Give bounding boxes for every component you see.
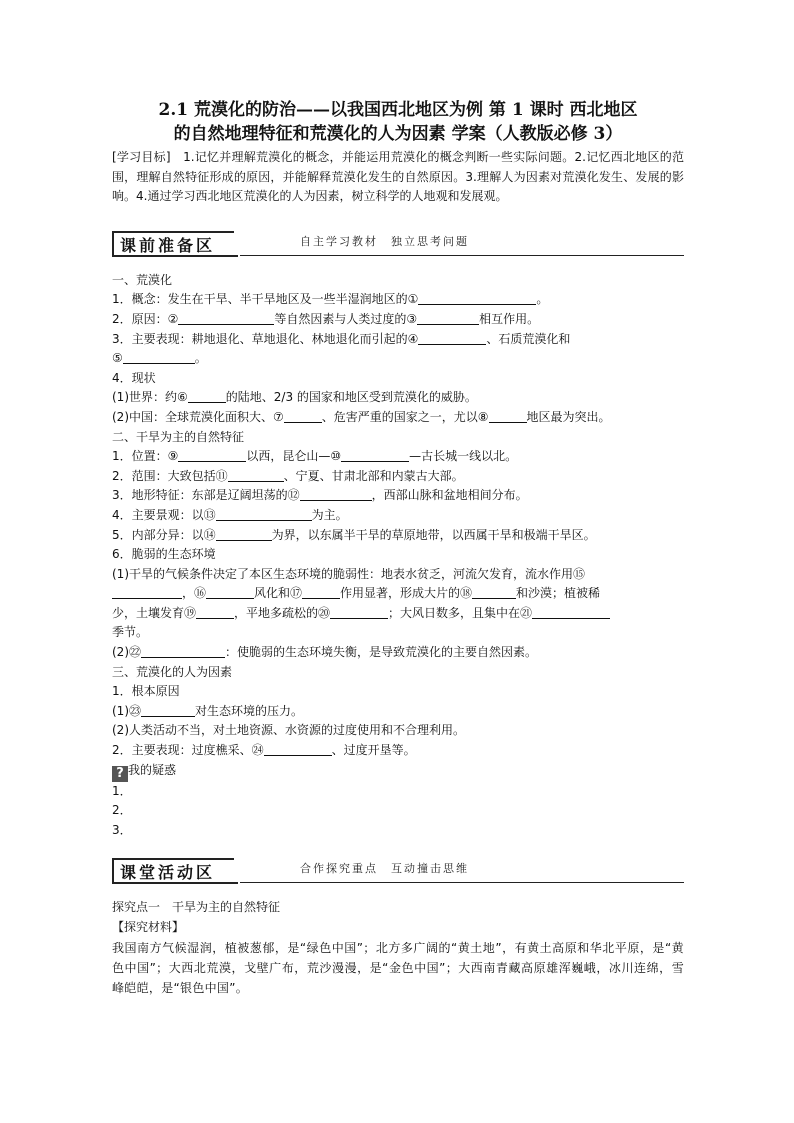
text: 2．主要表现：过度樵采、㉔ bbox=[112, 743, 264, 758]
text: 、石质荒漠化和 bbox=[486, 331, 571, 346]
banner-title: 课前准备区 bbox=[112, 231, 234, 256]
item-human-manifestation bbox=[112, 741, 684, 761]
doubts-heading bbox=[112, 761, 684, 782]
activity-content bbox=[112, 898, 684, 997]
prep-section-banner bbox=[112, 227, 684, 257]
fill-blank[interactable] bbox=[141, 644, 225, 658]
text: 以西，昆仑山—⑩ bbox=[246, 449, 342, 464]
banner-rule-bold bbox=[112, 882, 238, 884]
fill-blank[interactable] bbox=[341, 448, 409, 462]
section-heading: 二、干旱为主的自然特征 bbox=[112, 429, 245, 444]
item-ecology-1 bbox=[112, 565, 684, 585]
text: 为主。 bbox=[311, 507, 348, 522]
item-landscape bbox=[112, 506, 684, 526]
material-label: 【探究材料】 bbox=[112, 920, 185, 934]
text: 少，土壤发育⑲ bbox=[112, 605, 197, 620]
item-ecology: 6．脆弱的生态环境 bbox=[112, 547, 216, 562]
text: ，平地多疏松的⑳ bbox=[234, 605, 331, 620]
doubt-item: 3． bbox=[112, 822, 132, 837]
banner-subtitle: 合作探究重点 互动撞击思维 bbox=[300, 862, 469, 876]
text: 等自然因素与人类过度的③ bbox=[274, 311, 418, 326]
banner-title: 课堂活动区 bbox=[112, 858, 234, 883]
item-root-cause-2: (2)人类活动不当，对土地资源、水资源的过度使用和不合理利用。 bbox=[112, 723, 466, 738]
explore-point: 探究点一 干旱为主的自然特征 bbox=[112, 900, 281, 915]
fill-blank[interactable] bbox=[216, 507, 312, 521]
fill-blank[interactable] bbox=[112, 585, 182, 599]
text: 我的疑惑 bbox=[128, 762, 177, 777]
text: 地区最为突出。 bbox=[526, 409, 611, 424]
item-concept bbox=[112, 290, 684, 310]
fill-blank[interactable] bbox=[417, 311, 479, 325]
text: (1)世界：约⑥ bbox=[112, 390, 188, 405]
fill-blank[interactable] bbox=[216, 527, 272, 541]
item-range bbox=[112, 467, 684, 487]
material-text: 我国南方气候湿润，植被葱郁，是“绿色中国”；北方多广阔的“黄土地”，有黄土高原和华北平原，是“黄色中国”；大西北荒漠，戈壁广布，荒沙漫漫，是“金色中国”；大西南青藏高原雄浑巍峨，冰川连绵，雪峰皑皑，是“银色中国”。 bbox=[112, 940, 684, 995]
item-ecology-1-cont3: 季节。 bbox=[112, 625, 149, 640]
doubt-item: 2． bbox=[112, 803, 132, 818]
text: 。 bbox=[536, 292, 549, 307]
title-line-2: 的自然地理特征和荒漠化的人为因素 学案（人教版必修 3） bbox=[173, 124, 623, 144]
fill-blank[interactable] bbox=[123, 350, 195, 364]
text: 1．位置：⑨ bbox=[112, 449, 179, 464]
document-title bbox=[112, 98, 684, 146]
fill-blank[interactable] bbox=[178, 448, 246, 462]
item-location bbox=[112, 447, 684, 467]
fill-blank[interactable] bbox=[188, 389, 226, 403]
text: (2)中国：全球荒漠化面积大、⑦ bbox=[112, 409, 284, 424]
fill-blank[interactable] bbox=[302, 585, 340, 599]
text: 作用显著，形成大片的⑱ bbox=[340, 586, 473, 601]
text: 和沙漠；植被稀 bbox=[516, 586, 601, 601]
worksheet-page bbox=[112, 98, 684, 998]
item-ecology-1-cont2 bbox=[112, 604, 684, 624]
text: 4．主要景观：以⑬ bbox=[112, 507, 216, 522]
text: (1)干旱的气候条件决定了本区生态环境的脆弱性：地表水贫乏，河流欠发育，流水作用⑮ bbox=[112, 566, 586, 581]
fill-blank[interactable] bbox=[284, 409, 322, 423]
fill-blank[interactable] bbox=[141, 703, 195, 717]
title-line-1: 2.1 荒漠化的防治——以我国西北地区为例 第 1 课时 西北地区 bbox=[158, 100, 638, 120]
activity-section-banner bbox=[112, 854, 684, 884]
item-root-cause-1 bbox=[112, 702, 684, 722]
text: ⑤ bbox=[112, 351, 123, 366]
fill-blank[interactable] bbox=[532, 605, 610, 619]
fill-blank[interactable] bbox=[330, 605, 388, 619]
text: 3．主要表现：耕地退化、草地退化、林地退化而引起的④ bbox=[112, 331, 419, 346]
fill-blank[interactable] bbox=[418, 331, 486, 345]
text: ：使脆弱的生态环境失衡，是导致荒漠化的主要自然因素。 bbox=[225, 645, 538, 660]
text: —古长城一线以北。 bbox=[409, 449, 518, 464]
text: ，⑯ bbox=[182, 586, 207, 601]
text: 相互作用。 bbox=[479, 311, 540, 326]
item-cause bbox=[112, 310, 684, 330]
fill-blank[interactable] bbox=[206, 585, 254, 599]
banner-rule bbox=[240, 882, 684, 883]
banner-rule-bold bbox=[112, 255, 238, 257]
item-status-world bbox=[112, 388, 684, 408]
fill-blank[interactable] bbox=[418, 291, 536, 305]
text: (2)㉒ bbox=[112, 645, 141, 660]
text: 5．内部分异：以⑭ bbox=[112, 527, 216, 542]
banner-subtitle: 自主学习教材 独立思考问题 bbox=[300, 234, 469, 248]
text: 3．地形特征：东部是辽阔坦荡的⑫ bbox=[112, 488, 300, 503]
fill-blank[interactable] bbox=[178, 311, 274, 325]
item-status-china bbox=[112, 408, 684, 428]
fill-blank[interactable] bbox=[228, 468, 284, 482]
text: 为界，以东属半干旱的草原地带，以西属干旱和极端干旱区。 bbox=[271, 527, 596, 542]
fill-blank[interactable] bbox=[489, 409, 527, 423]
question-icon: ? bbox=[112, 766, 128, 782]
text: 。 bbox=[194, 351, 207, 366]
section-heading: 三、荒漠化的人为因素 bbox=[112, 664, 233, 679]
text: 1．概念：发生在干旱、半干旱地区及一些半湿润地区的① bbox=[112, 292, 419, 307]
doubt-item: 1． bbox=[112, 783, 132, 798]
text: 、过度开垦等。 bbox=[331, 743, 416, 758]
text: 、宁夏、甘肃北部和内蒙古大部。 bbox=[283, 468, 464, 483]
item-manifestation-cont bbox=[112, 349, 684, 369]
item-manifestation bbox=[112, 330, 684, 350]
text: 2．范围：大致包括⑪ bbox=[112, 468, 228, 483]
item-terrain bbox=[112, 486, 684, 506]
banner-rule bbox=[240, 255, 684, 256]
fill-blank[interactable] bbox=[196, 605, 234, 619]
fill-blank[interactable] bbox=[264, 742, 332, 756]
text: 风化和⑰ bbox=[254, 586, 303, 601]
prep-content bbox=[112, 271, 684, 841]
item-root-cause: 1．根本原因 bbox=[112, 684, 180, 699]
text: ；大风日数多，且集中在㉑ bbox=[388, 605, 533, 620]
learning-objectives: [学习目标] 1.记忆并理解荒漠化的概念，并能运用荒漠化的概念判断一些实际问题。2.记忆西北地区的范围，理解自然特征形成的原因，并能解释荒漠化发生的自然原因。3.理解人为因素对荒漠化发生、发展的影响。4.通过学习西北地区荒漠化的人为因素，树立科学的人地观和发展观。 bbox=[112, 150, 684, 204]
text: 、危害严重的国家之一，尤以⑧ bbox=[321, 409, 489, 424]
section-heading: 一、荒漠化 bbox=[112, 272, 173, 287]
item-differentiation bbox=[112, 526, 684, 546]
text: 对生态环境的压力。 bbox=[195, 703, 304, 718]
text: 2．原因：② bbox=[112, 311, 179, 326]
item-ecology-1-cont bbox=[112, 584, 684, 604]
text: (1)㉓ bbox=[112, 703, 141, 718]
text: ，西部山脉和盆地相间分布。 bbox=[371, 488, 528, 503]
fill-blank[interactable] bbox=[472, 585, 516, 599]
item-ecology-2 bbox=[112, 643, 684, 663]
fill-blank[interactable] bbox=[300, 487, 372, 501]
item-status: 4．现状 bbox=[112, 370, 156, 385]
text: 的陆地、2/3 的国家和地区受到荒漠化的威胁。 bbox=[225, 390, 477, 405]
